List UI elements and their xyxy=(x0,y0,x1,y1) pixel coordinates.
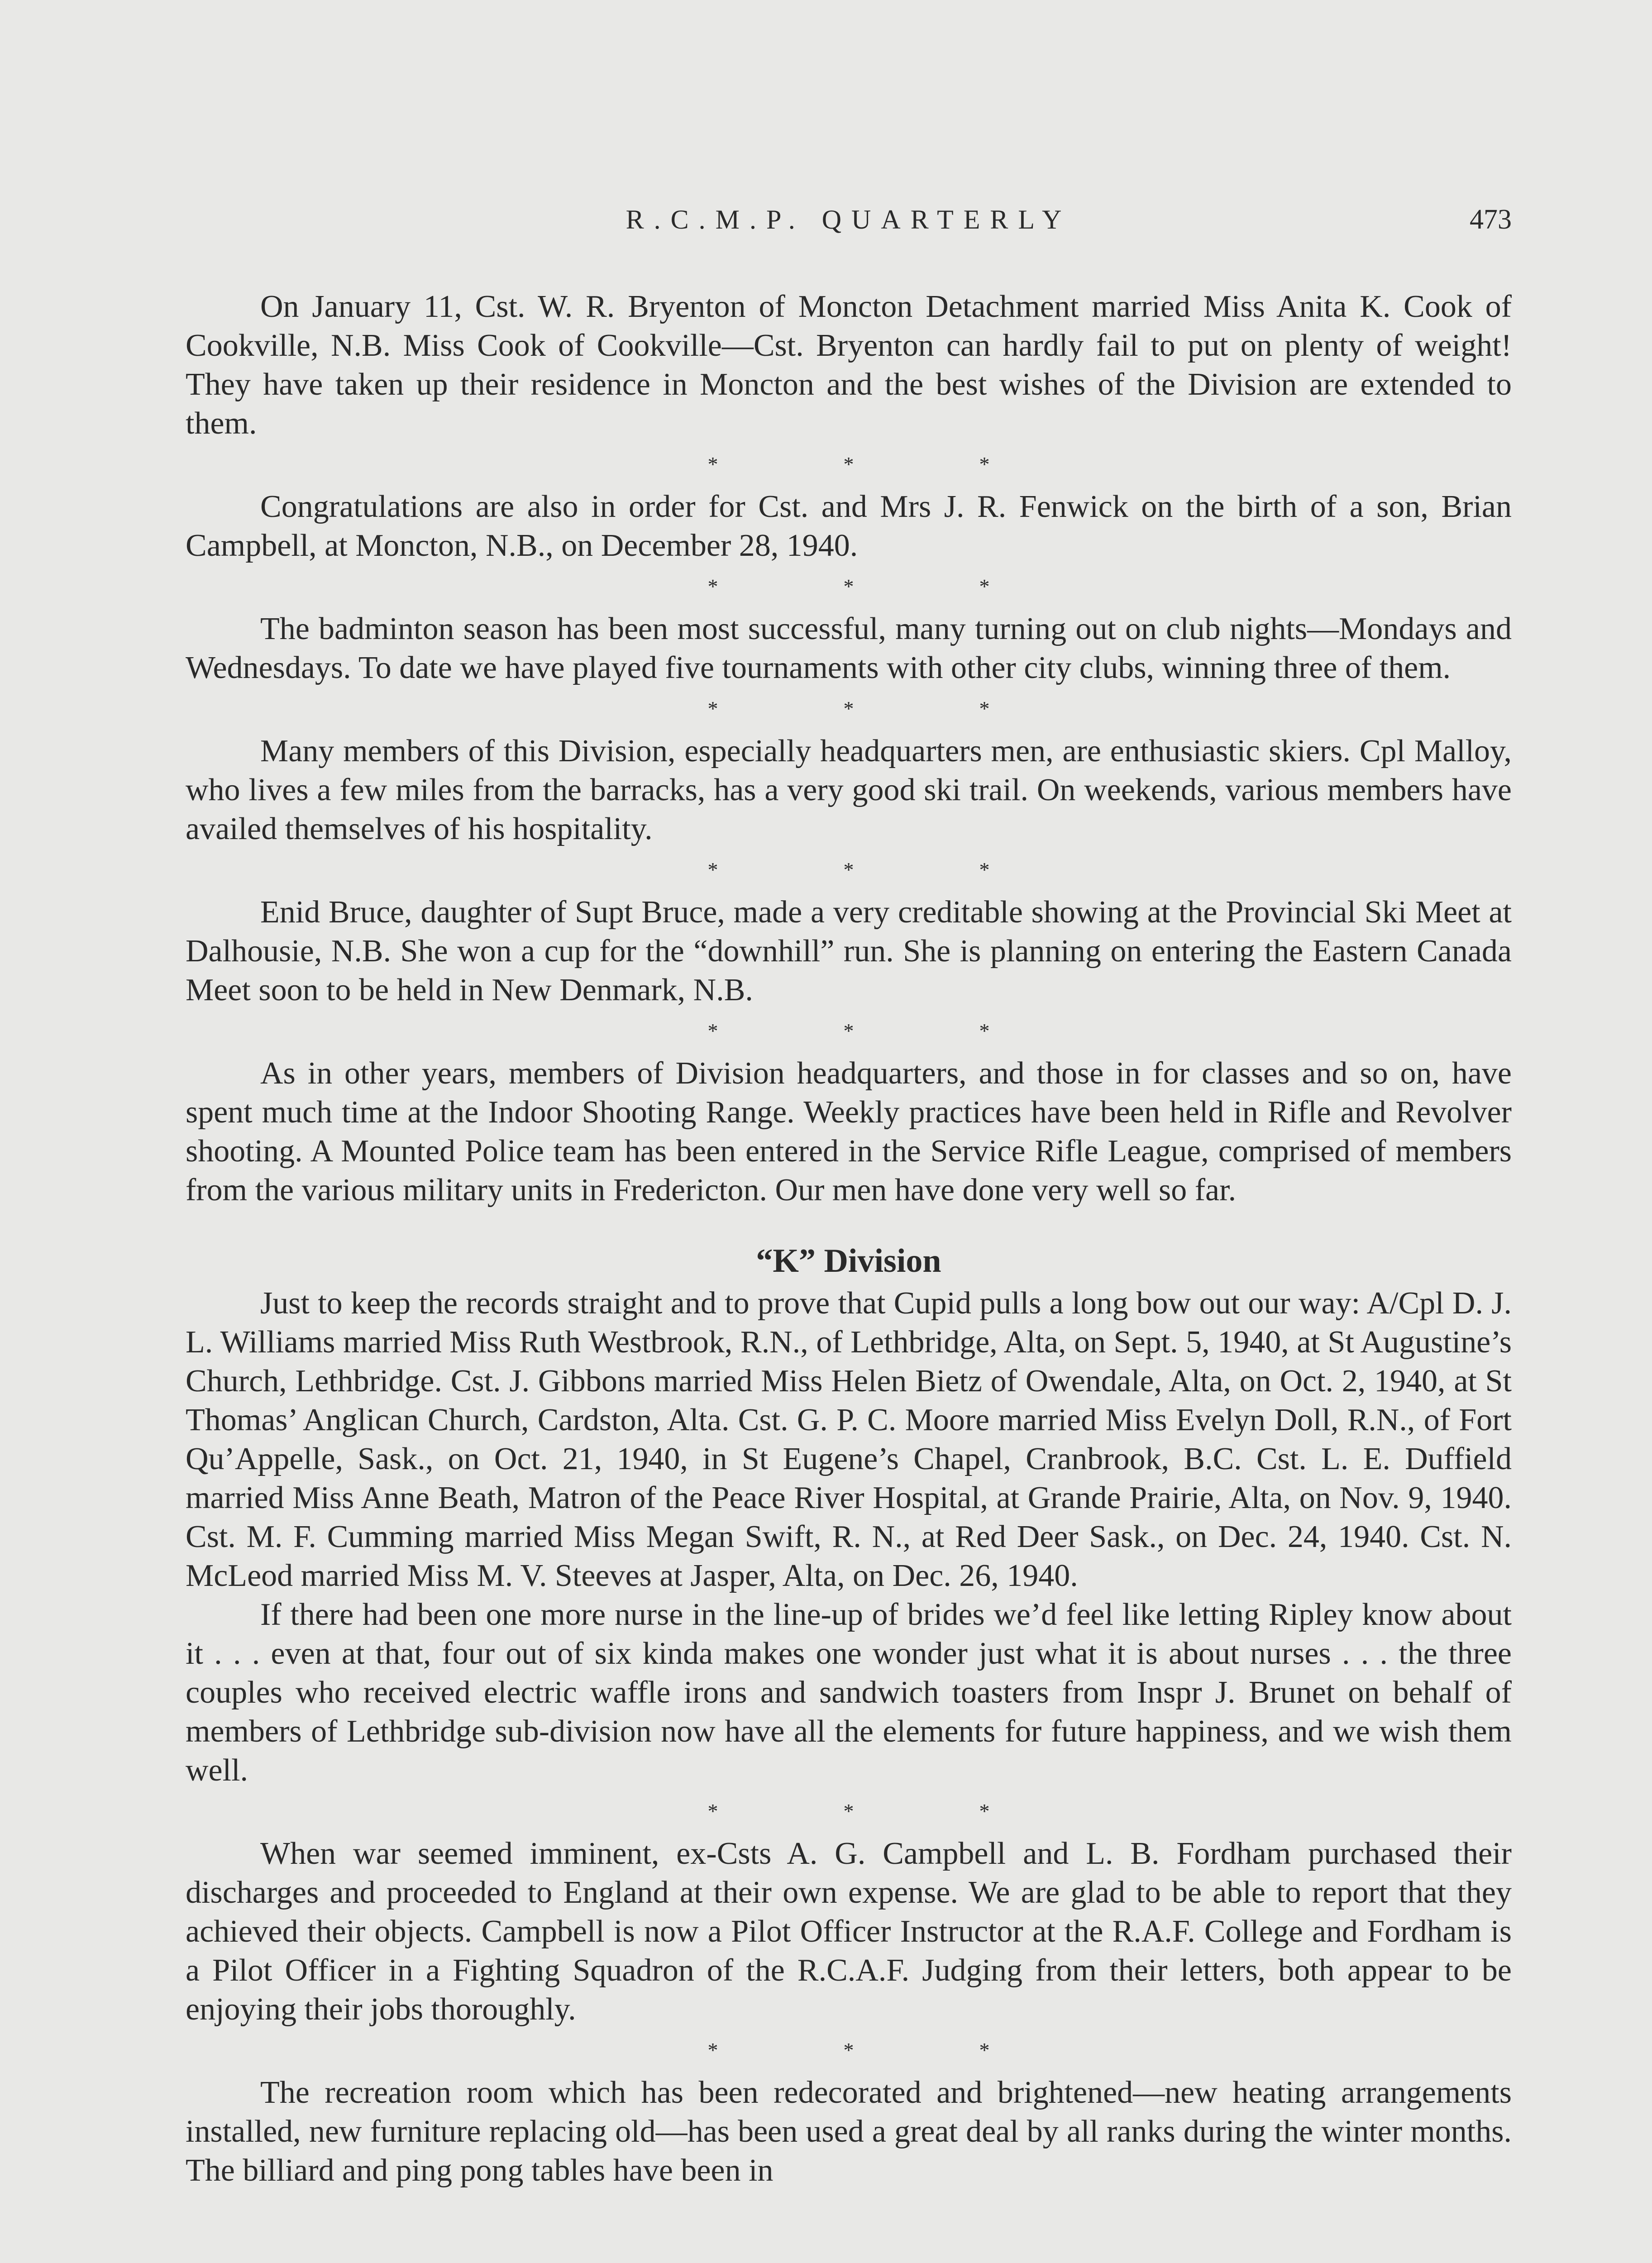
separator-star: * xyxy=(707,1019,718,1042)
separator-star: * xyxy=(843,697,854,720)
paragraph-recreation-room: The recreation room which has been redecorated and brightened—new heating arrangements installed, new furniture replacing old—has been used a great deal by all ranks during the winter months. The billiard and ping pong tables have been in xyxy=(186,2075,1512,2188)
separator-star: * xyxy=(979,697,990,720)
separator-star: * xyxy=(707,697,718,720)
separator-star: * xyxy=(707,453,718,476)
article-body xyxy=(186,287,1512,2190)
separator-star: * xyxy=(979,858,990,881)
separator-star: * xyxy=(979,453,990,476)
separator-star: * xyxy=(843,2039,854,2062)
separator-stars xyxy=(186,852,1512,888)
paragraph-k-division-marriages: Just to keep the records straight and to prove that Cupid pulls a long bow out our way: A/Cpl D. J. L. Williams married Miss Ruth Westbrook, R.N., of Lethbridge, Alta, on Sept. 5, 1940, at St Augustine’s Church, Lethbridge. Cst. J. Gibbons married Miss Helen Bietz of Owendale, Alta, on Oct. 2, 1940, at St Thomas’ Anglican Church, Cardston, Alta. Cst. G. P. C. Moore married Miss Evelyn Doll, R.N., of Fort Qu’Appelle, Sask., on Oct. 21, 1940, in St Eugene’s Chapel, Cranbrook, B.C. Cst. L. E. Duffield married Miss Anne Beath, Matron of the Peace River Hospital, at Grande Prairie, Alta, on Nov. 9, 1940. Cst. M. F. Cumming married Miss Megan Swift, R. N., at Red Deer Sask., on Dec. 24, 1940. Cst. N. McLeod married Miss M. V. Steeves at Jasper, Alta, on Dec. 26, 1940. xyxy=(186,1286,1512,1593)
separator-star: * xyxy=(707,1800,718,1823)
separator-star: * xyxy=(843,858,854,881)
separator-stars xyxy=(186,691,1512,726)
separator-star: * xyxy=(979,575,990,598)
separator-star: * xyxy=(843,1800,854,1823)
paragraph-ski-meet: Enid Bruce, daughter of Supt Bruce, made a very creditable showing at the Provincial Ski Meet at Dalhousie, N.B. She won a cup for the “downhill” run. She is planning on entering the Eastern Canada Meet soon to be held in New Denmark, N.B. xyxy=(186,895,1512,1007)
separator-star: * xyxy=(979,1019,990,1042)
section-heading-k-division: “K” Division xyxy=(756,1242,941,1280)
separator-star: * xyxy=(843,1019,854,1042)
paragraph-campbell-fordham: When war seemed imminent, ex-Csts A. G. Campbell and L. B. Fordham purchased their discharges and proceeded to England at their own expense. We are glad to be able to report that they achieved their objects. Campbell is now a Pilot Officer Instructor at the R.A.F. College and Fordham is a Pilot Officer in a Fighting Squadron of the R.C.A.F. Judging from their letters, both appear to be enjoying their jobs thoroughly. xyxy=(186,1836,1512,2027)
separator-star: * xyxy=(707,575,718,598)
separator-star: * xyxy=(707,2039,718,2062)
running-header xyxy=(186,199,1512,240)
separator-stars xyxy=(186,447,1512,482)
page-number: 473 xyxy=(1470,204,1512,235)
paragraph-fenwick-birth: Congratulations are also in order for Cst. and Mrs J. R. Fenwick on the birth of a son, Brian Campbell, at Moncton, N.B., on December 28, 1940. xyxy=(186,489,1512,563)
separator-star: * xyxy=(707,858,718,881)
separator-stars xyxy=(186,1013,1512,1049)
separator-stars xyxy=(186,569,1512,604)
separator-star: * xyxy=(843,453,854,476)
paragraph-bryenton-wedding: On January 11, Cst. W. R. Bryenton of Moncton Detachment married Miss Anita K. Cook of Cookville, N.B. Miss Cook of Cookville—Cst. Bryenton can hardly fail to put on plenty of weight! They have taken up their residence in Moncton and the best wishes of the Division are extended to them. xyxy=(186,289,1512,441)
separator-stars xyxy=(186,2033,1512,2068)
separator-stars xyxy=(186,1794,1512,1829)
separator-star: * xyxy=(843,575,854,598)
paragraph-badminton: The badminton season has been most successful, many turning out on club nights—Mondays and Wednesdays. To date we have played five tournaments with other city clubs, winning three of them. xyxy=(186,611,1512,685)
separator-star: * xyxy=(979,1800,990,1823)
separator-star: * xyxy=(979,2039,990,2062)
paragraph-skiers: Many members of this Division, especially headquarters men, are enthusiastic skiers. Cpl Malloy, who lives a few miles from the barracks, has a very good ski trail. On weekends, various members have availed themselves of his hospitality. xyxy=(186,734,1512,846)
paragraph-shooting-range: As in other years, members of Division headquarters, and those in for classes and so on, have spent much time at the Indoor Shooting Range. Weekly practices have been held in Rifle and Revolver shooting. A Mounted Police team has been entered in the Service Rifle League, comprised of members from the various military units in Fredericton. Our men have done very well so far. xyxy=(186,1056,1512,1208)
paragraph-nurses: If there had been one more nurse in the line-up of brides we’d feel like letting Ripley know about it . . . even at that, four out of six kinda makes one wonder just what it is about nurses . . . the three couples who received electric waffle irons and sandwich toasters from Inspr J. Brunet on behalf of members of Lethbridge sub-division now have all the elements for future happiness, and we wish them well. xyxy=(186,1597,1512,1788)
journal-title: R.C.M.P. QUARTERLY xyxy=(625,205,1072,234)
